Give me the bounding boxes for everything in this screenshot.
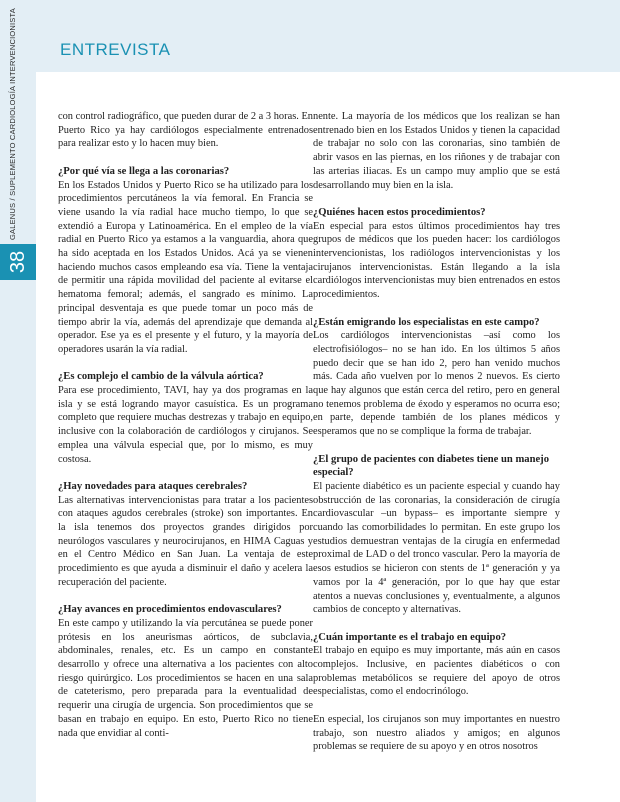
question-heading: ¿Cuán importante es el trabajo en equipo? xyxy=(313,631,507,643)
paragraph-gap xyxy=(58,357,313,371)
section-label: ENTREVISTA xyxy=(60,40,171,59)
left-column xyxy=(58,110,313,740)
body-paragraph: nente. La mayoría de los médicos que los realizan se han entrenado bien en los Estados Unidos y tienen la capacidad de trabajar no solo con las coronarias, sino también de abrir vasos en las piernas, en los riñones y de trabajar con las arterias iliacas. Es un campo muy amplio que se está desarrollando muy bien en la isla. xyxy=(313,111,560,191)
body-paragraph: Para ese procedimiento, TAVI, hay ya dos programas en la isla y se está logrando mayor casuística. Es un programa completo que requiere muchas destrezas y trabajo en equipo, inclusive con la colaboración de cardiólogos y cirujanos. Se emplea una válvula especial que, por lo mismo, es muy costosa. xyxy=(58,385,313,465)
body-paragraph: En este campo y utilizando la vía percutánea se puede poner prótesis en los aneurismas aórticos, de subclavia, abdominales, renales, etc. Es un campo en constante desarrollo y ofrece una alternativa a los pacientes con alto riesgo quirúrgico. Los procedimientos se hacen en una sala de cateterismo, pero preparada para la eventualidad de requerir una cirugía de urgencia. Son procedimientos que se basan en trabajo en equipo. En esto, Puerto Rico no tiene nada que envidiar al conti- xyxy=(58,617,313,739)
paragraph-gap xyxy=(313,192,560,206)
body-paragraph: Los cardiólogos intervencionistas –así como los electrofisiólogos– no se han ido. En los últimos 5 años puedo decir que se han ido 2, pero han venido muchos más. Cada año vuelven por lo menos 2 nuevos. Es cierto que hay algunos que están cerca del retiro, pero en general no tenemos problema de éxodo y esperamos no ocurra eso; en parte, depende también de los planes médicos y esperamos que no se complique la forma de trabajar. xyxy=(313,330,560,438)
body-paragraph: En los Estados Unidos y Puerto Rico se ha utilizado para los procedimientos percutáneos la vía femoral. En Francia se viene usando la vía radial hace mucho tiempo, lo que se extendió a Europa y Latinoamérica. En el empleo de la vía radial en Puerto Rico ya estamos a la vanguardia, ahora que ha sido aceptada en los Estados Unidos. Acá ya se vienen haciendo muchos casos empleando esa vía. Tiene la ventaja de permitir una rápida movilidad del paciente al evitarse el hematoma femoral; además, el sangrado es mínimo. La principal desventaja es que puede tomar un poco más de tiempo abrir la vía, además del aprendizaje que demanda al operador. Ese ya es el presente y el futuro, y la mayoría de operadores usarán la vía radial. xyxy=(58,179,313,355)
paragraph-gap xyxy=(313,617,560,631)
page-number: 38 xyxy=(0,244,36,280)
body-paragraph: El paciente diabético es un paciente especial y cuando hay obstrucción de las coronarias, la consideración de cirugía cardiovascular –un bypass– es importante siempre y cuando las comorbilidades lo permitan. En este grupo los estudios demuestran ventajas de la cirugía en enfermedad proximal de LAD o del tronco vascular. Pero la mayoría de esos estudios se hicieron con stents de 1ª generación y ya vamos por la 4ª generación, por lo que hay que estar atentos a nuevas conclusiones y, eventualmente, a algunos cambios de concepto y alternativas. xyxy=(313,480,560,616)
question-heading: ¿El grupo de pacientes con diabetes tiene un manejo especial? xyxy=(313,453,550,479)
question-heading: ¿Quiénes hacen estos procedimientos? xyxy=(313,206,486,218)
question-heading: ¿Hay novedades para ataques cerebrales? xyxy=(58,480,248,492)
paragraph-gap xyxy=(313,699,560,713)
paragraph-gap xyxy=(58,590,313,604)
question-heading: ¿Por qué vía se llega a las coronarias? xyxy=(58,165,230,177)
right-column xyxy=(313,110,560,754)
question-heading: ¿Hay avances en procedimientos endovasculares? xyxy=(58,604,282,616)
paragraph-gap xyxy=(313,439,560,453)
body-paragraph: En especial para estos últimos procedimientos hay tres grupos de médicos que los pueden hacer: los cardiólogos intervencionistas, los radiólogos intervencionistas y los cirujanos intervencionistas. Están llegando a la isla cardiólogos intervencionistas muy bien entrenados en estos procedimientos. xyxy=(313,220,560,301)
body-paragraph: con control radiográfico, que pueden durar de 2 a 3 horas. En Puerto Rico ya hay cardiólogos especialmente entrenados para realizar esto y lo hacen muy bien. xyxy=(58,111,313,150)
body-paragraph: Las alternativas intervencionistas para tratar a los pacientes con ataques agudos cerebrales (stroke) son importantes. En la isla tenemos dos proyectos grandes dirigidos por neurólogos vasculares y neurocirujanos, en HIMA Caguas y en el Centro Médico en San Juan. La ventaja de este procedimiento es que ayuda a disminuir el daño y acelera la recuperación del paciente. xyxy=(58,494,313,588)
paragraph-gap xyxy=(58,151,313,165)
question-heading: ¿Es complejo el cambio de la válvula aórtica? xyxy=(58,371,264,383)
paragraph-gap xyxy=(58,466,313,480)
publication-side-label: GALENUS / SUPLEMENTO CARDIOLOGÍA INTERVENCIONISTA xyxy=(8,8,17,240)
body-paragraph: En especial, los cirujanos son muy importantes en nuestro trabajo, son nuestro aliados y amigos; en algunos problemas se requiere de su apoyo y en otros nosotros xyxy=(313,713,560,753)
body-paragraph: El trabajo en equipo es muy importante, más aún en casos complejos. Inclusive, en pacientes diabéticos o con problemas metabólicos se requiere del apoyo de otros especialistas, como el endocrinólogo. xyxy=(313,645,560,698)
question-heading: ¿Están emigrando los especialistas en este campo? xyxy=(313,316,540,328)
header-band xyxy=(0,0,620,72)
side-strip xyxy=(0,0,36,802)
paragraph-gap xyxy=(313,302,560,316)
